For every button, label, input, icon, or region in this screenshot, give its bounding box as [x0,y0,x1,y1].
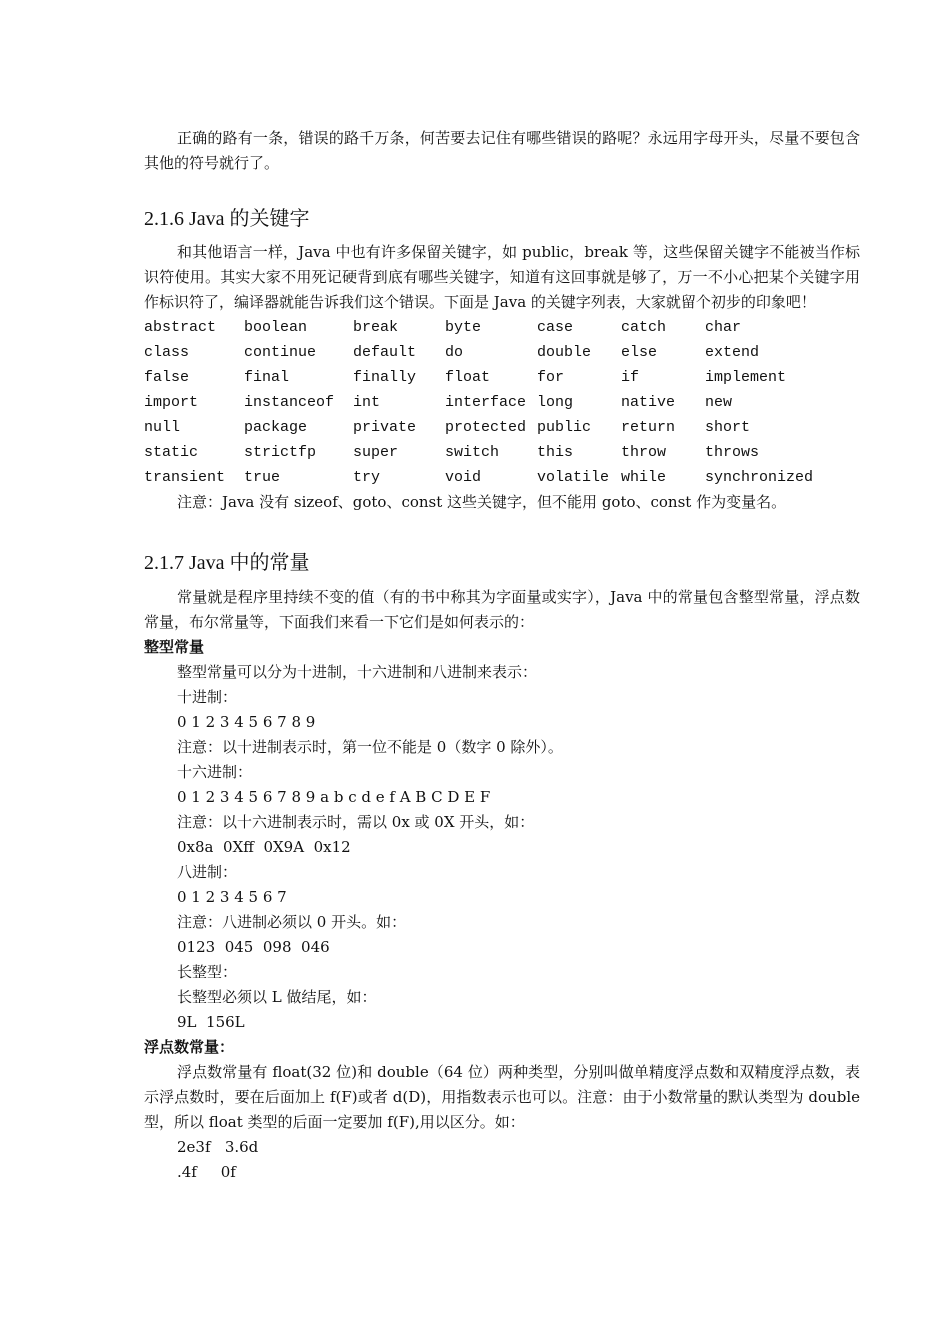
integer-line: 0123 045 098 046 [177,938,330,956]
keyword-cell: public [537,419,592,436]
keyword-row [144,340,860,365]
keyword-cell: throw [621,444,667,461]
keyword-cell: do [445,344,464,361]
float-constants-label: 浮点数常量： [144,1038,235,1056]
keyword-row [144,315,860,340]
keyword-row [144,465,860,490]
keyword-cell: return [621,419,676,436]
keyword-cell: char [705,319,742,336]
keyword-cell: boolean [244,319,308,336]
section-heading-constants: 2.1.7 Java 中的常量 [144,552,310,574]
keyword-cell: try [353,469,381,486]
keyword-cell: final [244,369,290,386]
keyword-cell: break [353,319,399,336]
integer-line: 长整型： [177,963,238,981]
keyword-cell: switch [445,444,500,461]
keyword-cell: throws [705,444,760,461]
keyword-cell: protected [445,419,527,436]
keyword-cell: if [621,369,640,386]
integer-line: 0 1 2 3 4 5 6 7 [177,888,287,906]
float-examples [144,1135,860,1185]
keyword-cell: continue [244,344,317,361]
keywords-paragraph: 和其他语言一样，Java 中也有许多保留关键字，如 public，break 等，这些保留关键字不能被当作标识符使用。其实大家不用死记硬背到底有哪些关键字，知道有这回事就是够了，万一不小心把某个关键字用作标识符了，编译器就能告诉我们这个错误。下面是 Java 的关键字列表，大家就留个初步的印象吧！ [144,243,860,311]
keyword-cell: private [353,419,417,436]
integer-line: 整型常量可以分为十进制，十六进制和八进制来表示： [177,663,538,681]
keyword-cell: for [537,369,565,386]
keywords-note: 注意：Java 没有 sizeof、goto、const 这些关键字，但不能用 goto、const 作为变量名。 [177,493,787,511]
keyword-cell: true [244,469,281,486]
keyword-cell: extend [705,344,760,361]
keyword-cell: abstract [144,319,217,336]
integer-line: 注意：八进制必须以 0 开头。如： [177,913,407,931]
keywords-table [144,315,860,490]
keyword-cell: catch [621,319,667,336]
keyword-cell: transient [144,469,226,486]
keyword-cell: native [621,394,676,411]
keyword-row [144,440,860,465]
keyword-cell: synchronized [705,469,814,486]
document-body [144,126,860,1185]
keyword-cell: double [537,344,592,361]
keyword-row [144,415,860,440]
integer-line: 0x8a 0Xff 0X9A 0x12 [177,838,351,856]
keyword-cell: instanceof [244,394,335,411]
keyword-cell: default [353,344,417,361]
integer-line: 长整型必须以 L 做结尾，如： [177,988,377,1006]
keyword-cell: case [537,319,574,336]
keyword-cell: import [144,394,199,411]
keyword-cell: finally [353,369,417,386]
keyword-row [144,390,860,415]
float-example-line: 2e3f 3.6d [177,1138,259,1156]
keyword-cell: float [445,369,491,386]
integer-line: 0 1 2 3 4 5 6 7 8 9 a b c d e f A B C D E F [177,788,491,806]
float-constants-paragraph: 浮点数常量有 float(32 位)和 double（64 位）两种类型，分别叫做单精度浮点数和双精度浮点数，表示浮点数时，要在后面加上 f(F)或者 d(D)，用指数表示也可以。注意：由于小数常量的默认类型为 double 型，所以 float 类型的后面一定要加 f(F),用以区分。如： [144,1063,860,1131]
keyword-cell: super [353,444,399,461]
integer-constants-lines [144,660,860,1035]
keyword-cell: new [705,394,733,411]
constants-paragraph: 常量就是程序里持续不变的值（有的书中称其为字面量或实字），Java 中的常量包含整型常量，浮点数常量，布尔常量等，下面我们来看一下它们是如何表示的： [144,588,860,631]
keyword-cell: class [144,344,190,361]
keyword-cell: short [705,419,751,436]
keyword-cell: void [445,469,482,486]
section-heading-keywords: 2.1.6 Java 的关键字 [144,208,310,230]
float-example-line: .4f 0f [177,1163,236,1181]
intro-paragraph: 正确的路有一条，错误的路千万条，何苦要去记住有哪些错误的路呢？永远用字母开头，尽量不要包含其他的符号就行了。 [144,129,860,172]
integer-constants-label: 整型常量 [144,638,205,656]
keyword-cell: strictfp [244,444,317,461]
keyword-cell: static [144,444,199,461]
keyword-cell: false [144,369,190,386]
keyword-cell: int [353,394,381,411]
integer-line: 十六进制： [177,763,253,781]
keyword-cell: byte [445,319,482,336]
integer-line: 0 1 2 3 4 5 6 7 8 9 [177,713,316,731]
integer-line: 注意：以十六进制表示时，需以 0x 或 0X 开头，如： [177,813,535,831]
keyword-cell: else [621,344,658,361]
keyword-cell: null [144,419,181,436]
integer-line: 9L 156L [177,1013,245,1031]
keyword-cell: volatile [537,469,610,486]
keyword-row [144,365,860,390]
keyword-cell: implement [705,369,787,386]
keyword-cell: while [621,469,667,486]
keyword-cell: long [537,394,574,411]
integer-line: 八进制： [177,863,238,881]
keyword-cell: this [537,444,574,461]
integer-line: 注意：以十进制表示时，第一位不能是 0（数字 0 除外）。 [177,738,563,756]
keyword-cell: package [244,419,308,436]
keyword-cell: interface [445,394,527,411]
integer-line: 十进制： [177,688,238,706]
